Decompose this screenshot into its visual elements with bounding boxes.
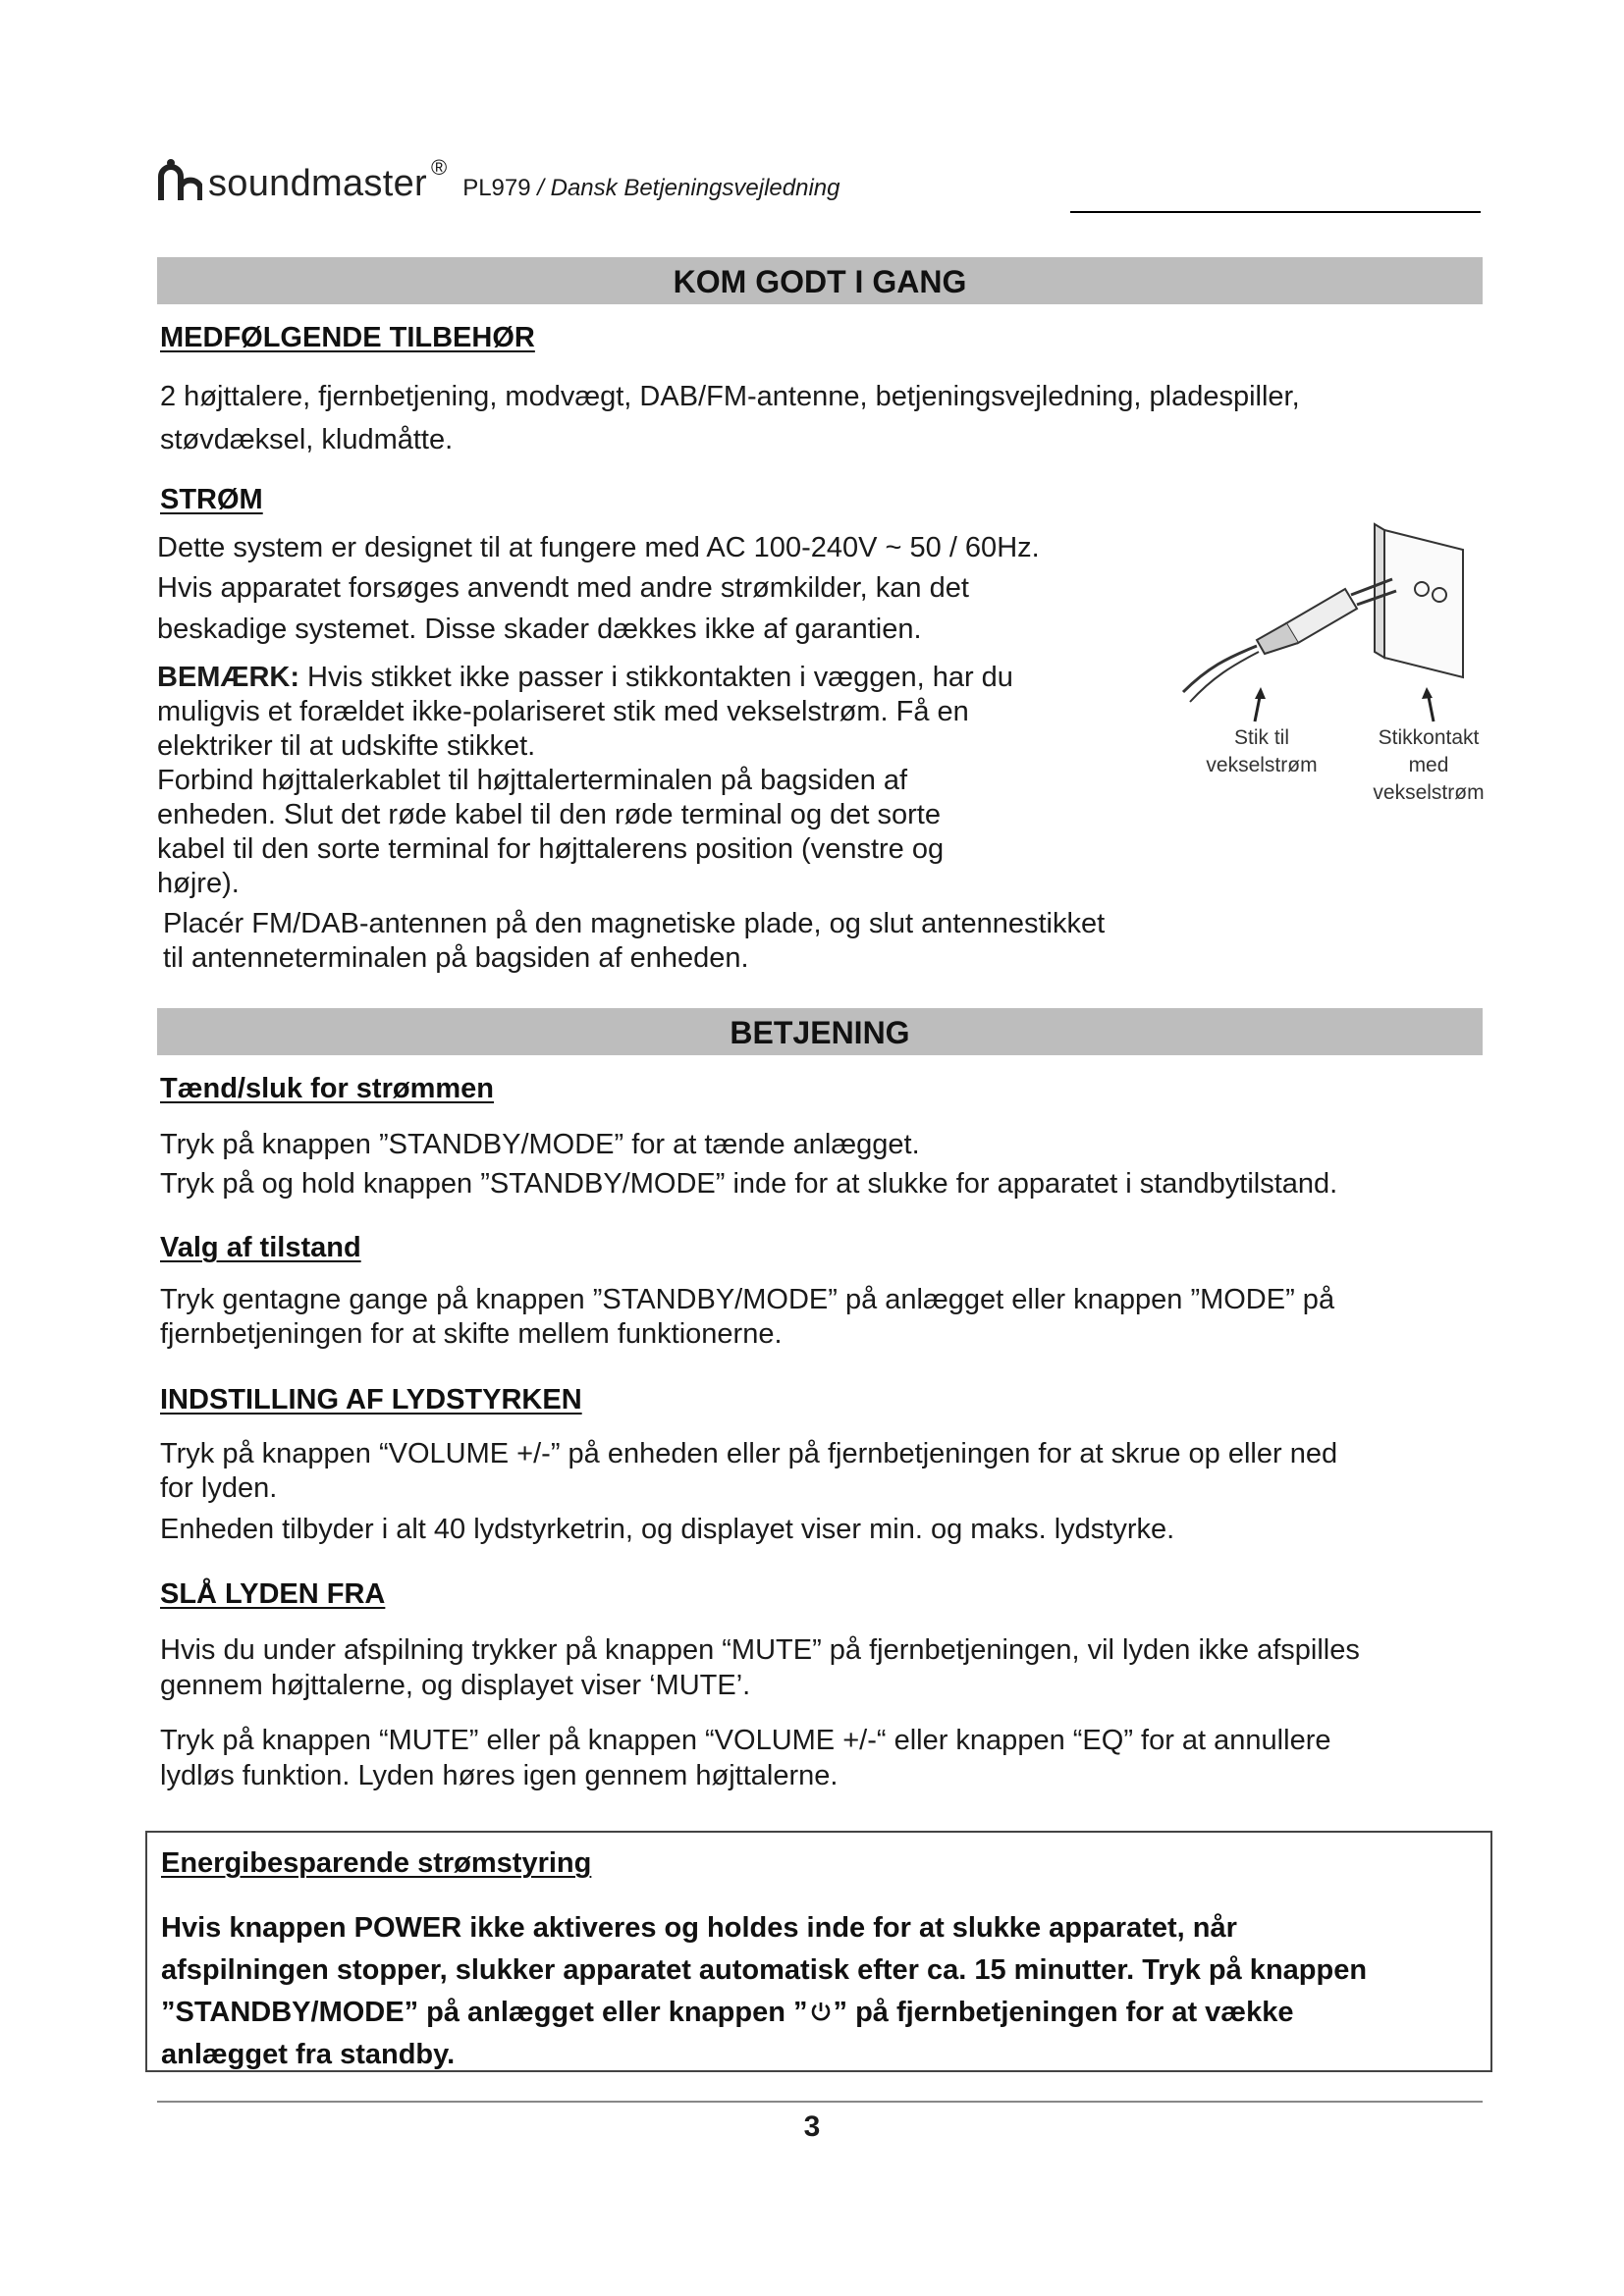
caption-socket-line-2: med (1408, 754, 1449, 776)
accessories-line-2: støvdæksel, kludmåtte. (160, 424, 454, 455)
power-line-2: Hvis apparatet forsøges anvendt med andre strømkilder, kan det (157, 572, 969, 604)
footer-rule (157, 2101, 1483, 2103)
mute-line-4: lydløs funktion. Lyden høres igen gennem højttalerne. (160, 1760, 839, 1791)
soundmaster-logo-icon (157, 157, 202, 202)
note-line-1 (157, 661, 1013, 695)
power-icon (810, 2001, 832, 2022)
note-line-3: elektriker til at udskifte stikket. (157, 730, 536, 762)
plug-socket-drawing (1178, 520, 1492, 736)
energy-line-3-start: ”STANDBY/MODE” på anlægget eller knappen ” (161, 1997, 808, 2028)
volume-line-1: Tryk på knappen “VOLUME +/-” på enheden eller på fjernbetjeningen for at skrue op eller ned (160, 1438, 1338, 1469)
accessories-line-1: 2 højttalere, fjernbetjening, modvægt, DAB/FM-antenne, betjeningsvejledning, pladespiller, (160, 381, 1300, 412)
mute-line-2: gennem højttalerne, og displayet viser ‘MUTE’. (160, 1670, 751, 1701)
plug-socket-illustration (1178, 520, 1492, 815)
antenna-line-2: til antenneterminalen på bagsiden af enheden. (163, 942, 749, 974)
page-number: 3 (803, 2110, 821, 2143)
caption-socket-line-3: vekselstrøm (1373, 781, 1485, 804)
volume-line-2: for lyden. (160, 1472, 278, 1504)
model-number: PL979 (462, 175, 531, 201)
caption-socket-line-1: Stikkontakt (1378, 726, 1480, 749)
speaker-line-2: enheden. Slut det røde kabel til den røde terminal og det sorte (157, 799, 941, 830)
onoff-line-2: Tryk på og hold knappen ”STANDBY/MODE” inde for at slukke for apparatet i standbytilstand. (160, 1168, 1338, 1200)
energy-line-3-end: ” på fjernbetjeningen for at vække (833, 1997, 1294, 2028)
heading-power-onoff: Tænd/sluk for strømmen (160, 1073, 494, 1104)
speaker-line-3: kabel til den sorte terminal for højttalerens position (venstre og (157, 833, 945, 865)
mode-line-2: fjernbetjeningen for at skifte mellem funktionerne. (160, 1318, 783, 1350)
mute-line-3: Tryk på knappen “MUTE” eller på knappen “VOLUME +/-“ eller knappen “EQ” for at annullere (160, 1725, 1331, 1756)
document-title (462, 177, 839, 202)
caption-socket (1355, 724, 1502, 807)
registered-mark: ® (430, 155, 448, 180)
energy-saving-box (145, 1831, 1492, 2072)
speaker-line-1: Forbind højttalerkablet til højttalerterminalen på bagsiden af (157, 765, 908, 796)
volume-line-3: Enheden tilbyder i alt 40 lydstyrketrin, og displayet viser min. og maks. lydstyrke. (160, 1514, 1175, 1545)
power-line-3: beskadige systemet. Disse skader dækkes ikke af garantien. (157, 614, 922, 645)
speaker-line-4: højre). (157, 868, 240, 899)
energy-line-3 (161, 1992, 1293, 2034)
heading-energy-saving: Energibesparende strømstyring (161, 1847, 592, 1879)
brand-name: soundmaster (208, 163, 427, 204)
heading-accessories: MEDFØLGENDE TILBEHØR (160, 322, 535, 353)
caption-plug-line-2: vekselstrøm (1206, 754, 1318, 776)
heading-power: STRØM (160, 484, 263, 515)
caption-plug (1198, 724, 1326, 779)
heading-mute: SLÅ LYDEN FRA (160, 1578, 386, 1610)
energy-line-2: afspilningen stopper, slukker apparatet automatisk efter ca. 15 minutter. Tryk på knappen (161, 1954, 1368, 1986)
mode-line-1: Tryk gentagne gange på knappen ”STANDBY/MODE” på anlægget eller knappen ”MODE” på (160, 1284, 1335, 1315)
energy-line-1: Hvis knappen POWER ikke aktiveres og holdes inde for at slukke apparatet, når (161, 1912, 1237, 1944)
section-title-operation: BETJENING (157, 1008, 1483, 1055)
note-text-1: Hvis stikket ikke passer i stikkontakten i væggen, har du (299, 662, 1013, 693)
heading-volume: INDSTILLING AF LYDSTYRKEN (160, 1384, 582, 1415)
note-label: BEMÆRK: (157, 662, 299, 693)
note-line-2: muligvis et forældet ikke-polariseret stik med vekselstrøm. Få en (157, 696, 969, 727)
caption-plug-line-1: Stik til (1233, 726, 1289, 749)
onoff-line-1: Tryk på knappen ”STANDBY/MODE” for at tænde anlægget. (160, 1129, 920, 1160)
manual-subtitle: / Dansk Betjeningsvejledning (537, 175, 840, 201)
energy-line-4: anlægget fra standby. (161, 2039, 456, 2070)
section-title-getting-started: KOM GODT I GANG (157, 257, 1483, 304)
header (157, 157, 839, 202)
antenna-line-1: Placér FM/DAB-antennen på den magnetiske plade, og slut antennestikket (163, 908, 1106, 939)
power-line-1: Dette system er designet til at fungere med AC 100-240V ~ 50 / 60Hz. (157, 532, 1040, 563)
header-rule (1070, 211, 1481, 213)
heading-mode-select: Valg af tilstand (160, 1232, 361, 1263)
mute-line-1: Hvis du under afspilning trykker på knappen “MUTE” på fjernbetjeningen, vil lyden ikke afspilles (160, 1634, 1360, 1666)
